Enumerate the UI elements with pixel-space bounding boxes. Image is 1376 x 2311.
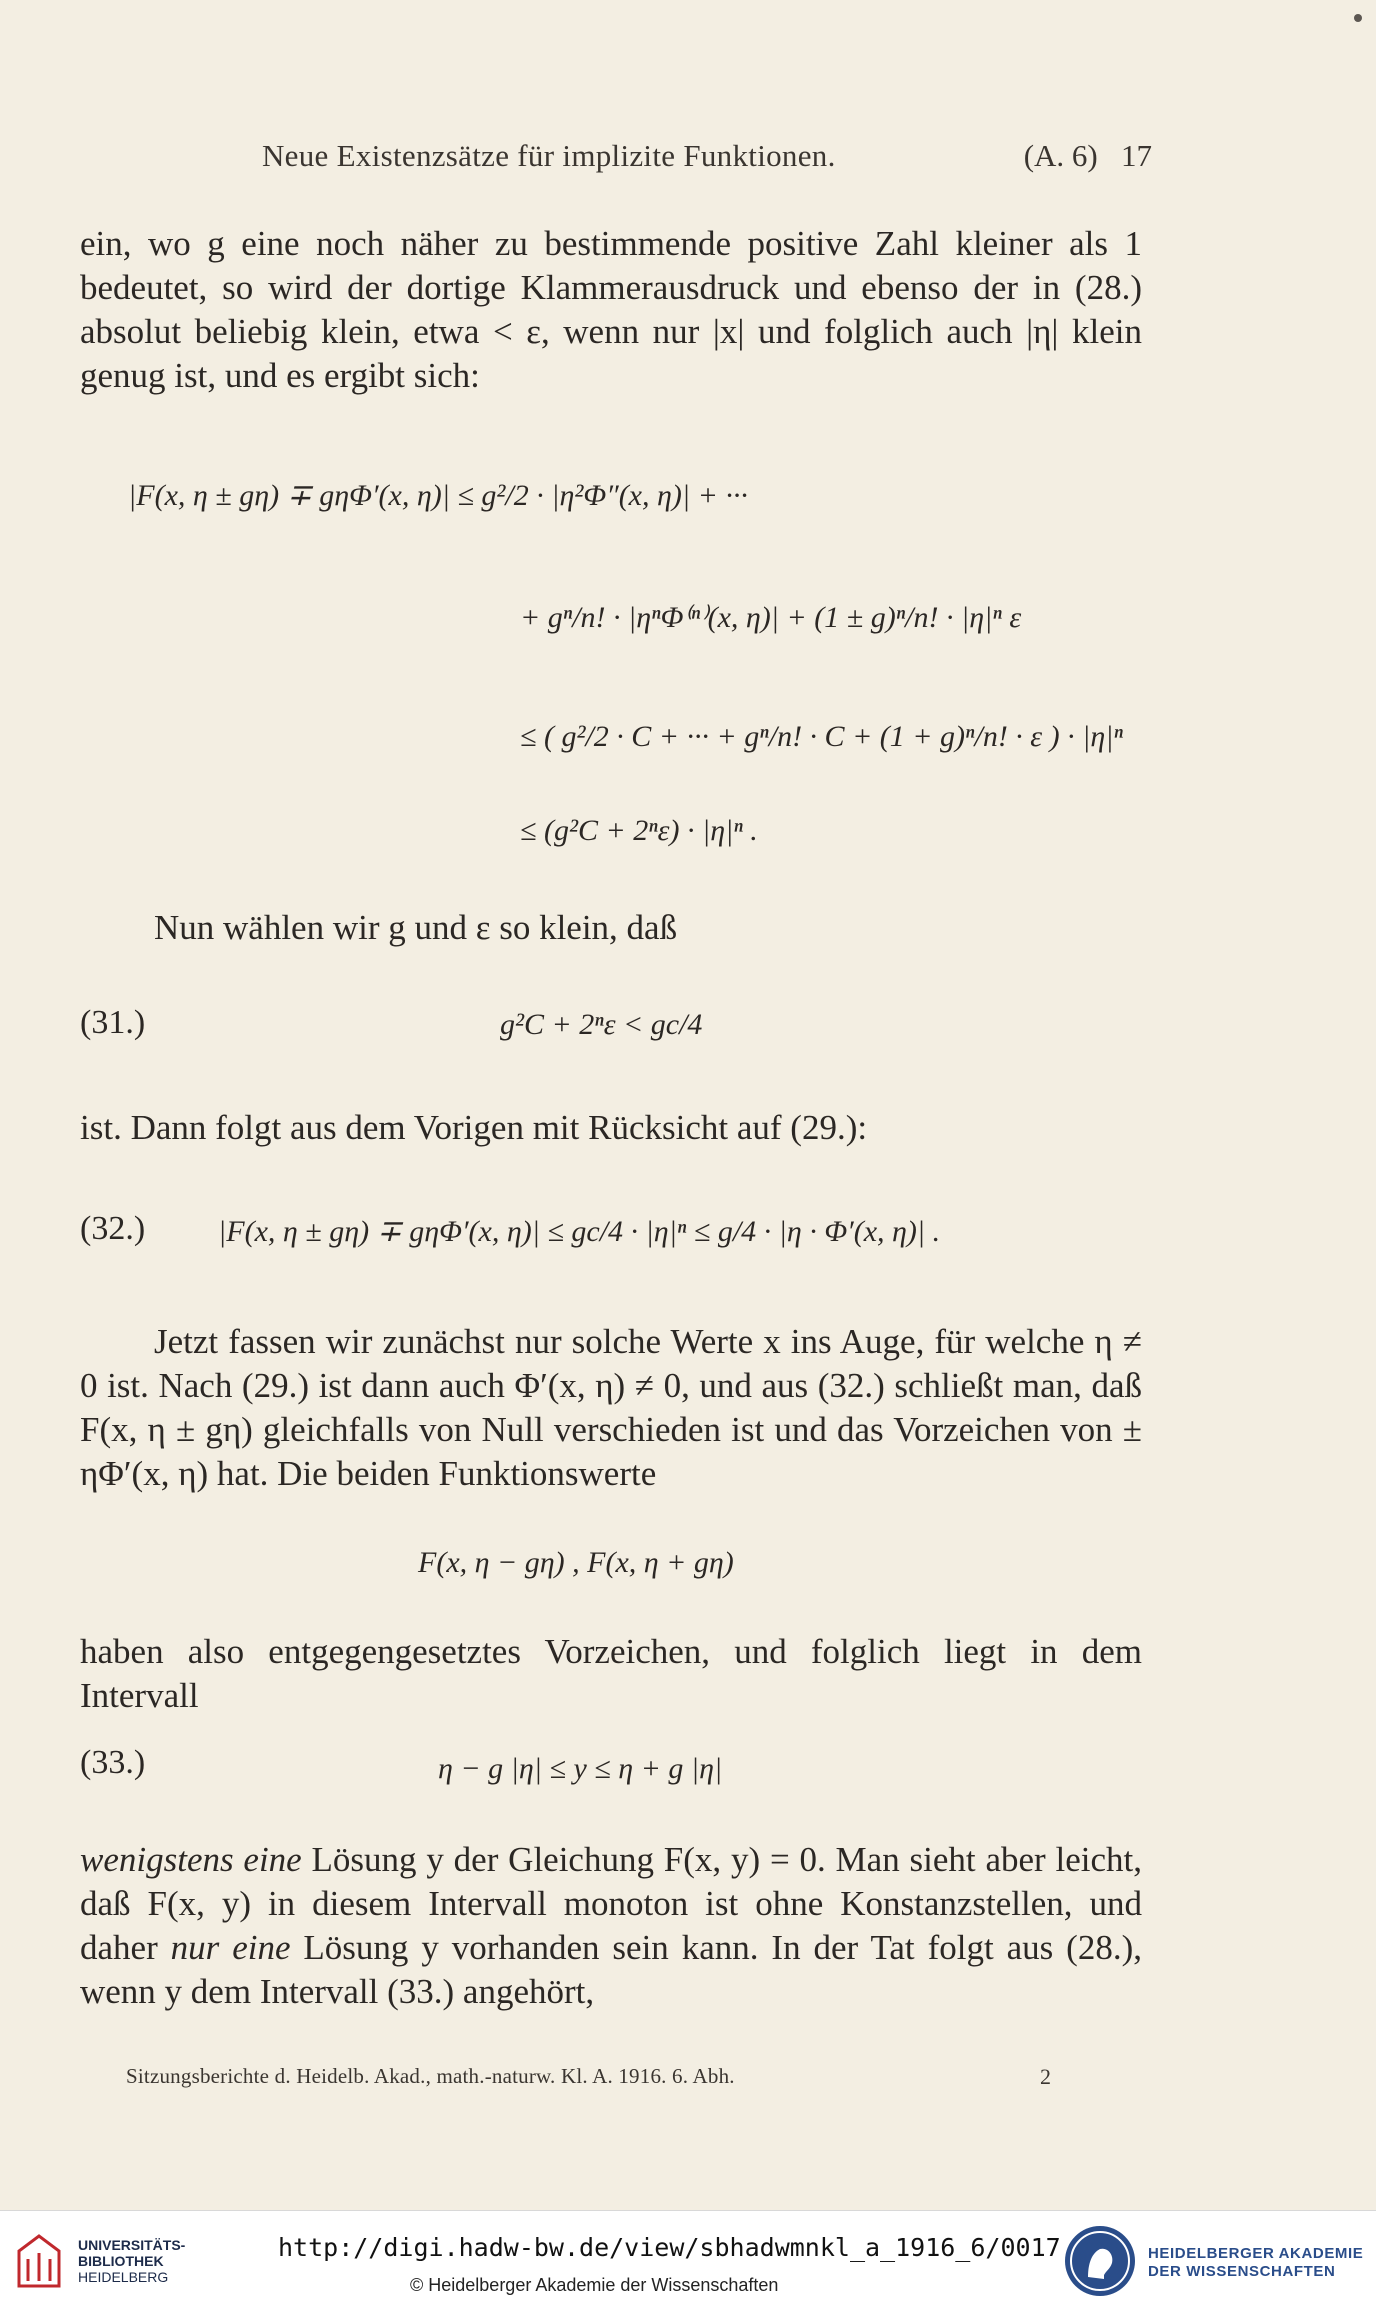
section-ref: (A. 6): [1023, 138, 1098, 173]
viewer-footer-bar: [0, 2210, 1376, 2311]
equation-33-label: (33.): [80, 1744, 146, 1781]
copyright-notice: © Heidelberger Akademie der Wissenschaften: [410, 2275, 779, 2295]
university-library-name: [78, 2237, 185, 2285]
academy-seal-icon: [1062, 2223, 1138, 2299]
paragraph-4: Jetzt fassen wir zunächst nur solche Werte x ins Auge, für welche η ≠ 0 ist. Nach (29.) ist dann auch Φ′(x, η) ≠ 0, und aus (32.) schließt man, daß F(x, η ± gη) gleichfalls von Null verschieden ist und das Vorzeichen von ± ηΦ′(x, η) hat. Die beiden Funktionswerte: [80, 1322, 1142, 1493]
corner-dot: [1354, 14, 1362, 22]
academy-name: [1148, 2245, 1363, 2281]
paragraph-1: ein, wo g eine noch näher zu bestimmende positive Zahl kleiner als 1 bedeutet, so wird der dortige Klammerausdruck und ebenso der in (28.) absolut beliebig klein, etwa < ε, wenn nur |x| und folglich auch |η| klein genug ist, und es ergibt sich:: [80, 224, 1142, 395]
paragraph-5: haben also entgegengesetztes Vorzeichen, und folglich liegt in dem Intervall: [80, 1632, 1142, 1715]
inequality-line-3: ≤ ( g²/2 · C + ··· + gⁿ/n! · C + (1 + g)ⁿ/n! · ε ) · |η|ⁿ: [520, 720, 1123, 753]
equation-33: η − g |η| ≤ y ≤ η + g |η|: [438, 1752, 723, 1785]
paragraph-2: Nun wählen wir g und ε so klein, daß: [154, 908, 678, 947]
emphasis-wenigstens-eine: wenigstens eine: [80, 1840, 302, 1879]
footer-sheet-number: 2: [1040, 2064, 1051, 2089]
equation-32: |F(x, η ± gη) ∓ gηΦ′(x, η)| ≤ gc/4 · |η|ⁿ ≤ g/4 · |η · Φ′(x, η)| .: [218, 1215, 941, 1248]
paragraph-6-part-a: Lösung y der Gleichung F(x, y) = 0. Man sieht aber leicht, daß F(x, y) in diesem Intervall monoton ist ohne Konstanzstellen, und daher: [80, 1840, 1142, 1967]
page-number: 17: [1121, 138, 1152, 173]
paragraph-6: [80, 1838, 1142, 2014]
ub-line-3: HEIDELBERG: [78, 2269, 169, 2285]
running-title: Neue Existenzsätze für implizite Funktionen.: [262, 138, 836, 173]
hak-line-2: DER WISSENSCHAFTEN: [1148, 2263, 1336, 2280]
ub-line-2: BIBLIOTHEK: [78, 2253, 164, 2269]
equation-31-label: (31.): [80, 1004, 146, 1041]
paragraph-6-part-b: Lösung y vorhanden sein kann. In der Tat folgt aus (28.), wenn y dem Intervall (33.) angehört,: [80, 1928, 1142, 2011]
ub-line-1: UNIVERSITÄTS-: [78, 2237, 186, 2253]
inequality-line-4: ≤ (g²C + 2ⁿε) · |η|ⁿ .: [520, 814, 758, 847]
equation-32-label: (32.): [80, 1210, 146, 1247]
footer-series: Sitzungsberichte d. Heidelb. Akad., math.-naturw. Kl. A. 1916. 6. Abh.: [126, 2064, 735, 2088]
page-reference: [1024, 138, 1152, 174]
emphasis-nur-eine: nur eine: [170, 1928, 291, 1967]
hak-line-1: HEIDELBERGER AKADEMIE: [1148, 2245, 1364, 2262]
inequality-line-1: |F(x, η ± gη) ∓ gηΦ′(x, η)| ≤ g²/2 · |η²Φ″(x, η)| + ···: [128, 479, 748, 512]
paragraph-3: ist. Dann folgt aus dem Vorigen mit Rücksicht auf (29.):: [80, 1108, 868, 1147]
function-values: F(x, η − gη) , F(x, η + gη): [418, 1546, 734, 1579]
inequality-line-2: + gⁿ/n! · |ηⁿΦ⁽ⁿ⁾(x, η)| + (1 ± g)ⁿ/n! · |η|ⁿ ε: [520, 601, 1022, 634]
permalink-url[interactable]: http://digi.hadw-bw.de/view/sbhadwmnkl_a_1916_6/0017: [278, 2233, 1061, 2262]
equation-31: g²C + 2ⁿε < gc/4: [500, 1008, 703, 1041]
university-library-logo-icon: [14, 2231, 64, 2291]
